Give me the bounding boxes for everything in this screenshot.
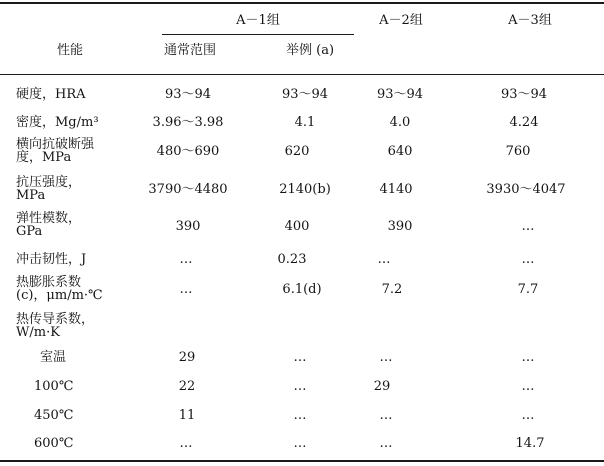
table-cell: …	[179, 282, 193, 297]
row-label: 100℃	[34, 379, 74, 394]
table-cell: 14.7	[515, 436, 545, 451]
header-group-a1: A－1组	[236, 13, 280, 28]
row-label: 600℃	[34, 436, 74, 451]
table-cell: 93～94	[500, 87, 548, 102]
table-cell: …	[179, 436, 193, 451]
row-label: 抗压强度， MPa	[16, 175, 82, 203]
header-property: 性能	[56, 43, 84, 58]
table-cell: …	[521, 379, 535, 394]
table-cell: 480～690	[156, 144, 220, 159]
table-cell: …	[521, 350, 535, 365]
row-label: 室温	[40, 350, 67, 365]
table-cell: …	[179, 252, 193, 267]
table-cell: …	[379, 436, 393, 451]
table-cell: 4.1	[294, 115, 316, 130]
table-cell: 93～94	[281, 87, 329, 102]
table-cell: …	[521, 219, 535, 234]
table-cell: 93～94	[164, 87, 212, 102]
table-cell: 4.0	[389, 115, 411, 130]
table-cell: …	[293, 379, 307, 394]
table-cell: 3930～4047	[486, 182, 566, 197]
table-cell: …	[293, 436, 307, 451]
table-cell: 640	[387, 144, 413, 159]
top-rule	[0, 2, 604, 4]
table-cell: …	[293, 408, 307, 423]
bottom-rule	[0, 460, 604, 462]
table-cell: 3790～4480	[148, 182, 228, 197]
header-sub-range: 通常范围	[163, 43, 217, 58]
row-label: 密度，Mg/m³	[16, 115, 99, 130]
table-cell: 11	[178, 408, 196, 423]
table-cell: 760	[505, 144, 531, 159]
table-cell: 390	[387, 219, 413, 234]
table-cell: 4.24	[509, 115, 539, 130]
row-label: 热膨胀系数 (c)，μm/m·℃	[16, 275, 103, 303]
table-cell: 4140	[379, 182, 413, 197]
header-sub-example: 举例 (a)	[285, 43, 335, 58]
table-cell: 0.23	[277, 252, 307, 267]
header-group-a2: A－2组	[379, 13, 423, 28]
table-cell: …	[521, 408, 535, 423]
header-group-a3: A－3组	[508, 13, 552, 28]
table-cell: 2140(b)	[279, 182, 331, 197]
table-cell: 3.96～3.98	[152, 115, 224, 130]
table-cell: 93～94	[376, 87, 424, 102]
table-cell: …	[521, 252, 535, 267]
a1-group-underline	[162, 34, 354, 35]
table-cell: 7.2	[381, 282, 403, 297]
table-cell: …	[293, 350, 307, 365]
table-cell: …	[377, 252, 391, 267]
table-cell: 400	[284, 219, 310, 234]
table-cell: 29	[373, 379, 391, 394]
table-cell: 29	[178, 350, 196, 365]
table-cell: …	[379, 408, 393, 423]
table-cell: 6.1(d)	[282, 282, 322, 297]
row-label: 硬度，HRA	[16, 87, 86, 102]
row-label: 弹性模数， GPa	[16, 211, 82, 239]
row-label: 冲击韧性，J	[16, 252, 87, 267]
row-label: 横向抗破断强 度，MPa	[16, 137, 95, 165]
table-cell: …	[379, 350, 393, 365]
table-cell: 7.7	[517, 282, 539, 297]
table-cell: 620	[284, 144, 310, 159]
header-rule	[0, 74, 604, 75]
table-cell: 390	[175, 219, 201, 234]
row-label: 热传导系数， W/m·K	[16, 312, 95, 340]
row-label: 450℃	[34, 408, 74, 423]
table-cell: 22	[178, 379, 196, 394]
